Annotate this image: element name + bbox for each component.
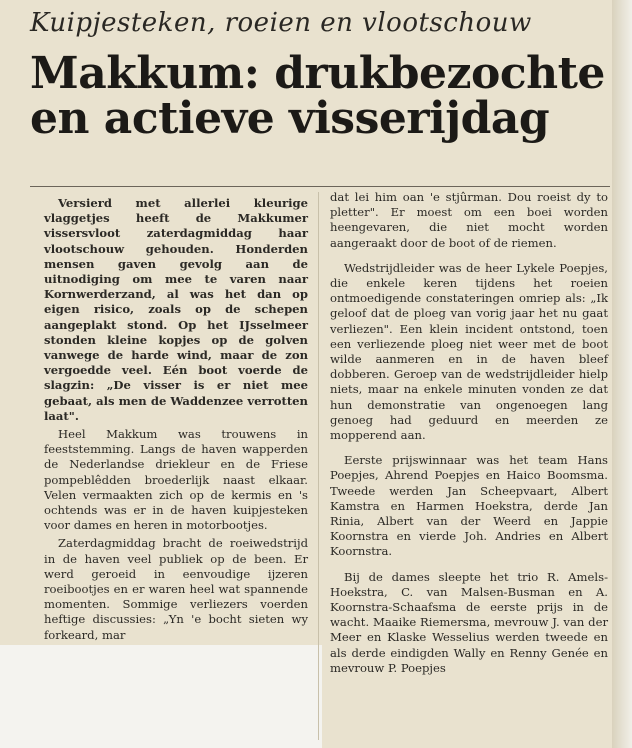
column-divider <box>318 192 319 740</box>
headline-line-2: en actieve visserijdag <box>30 92 550 144</box>
headline-line-1: Makkum: drukbezochte <box>30 48 605 99</box>
article-headline <box>30 48 610 144</box>
article-column-left <box>44 196 308 643</box>
article-lead: Versierd met allerlei kleurige vlaggetjes heeft de Makkumer vissersvloot zaterdagmiddag haar vlootschouw gehouden. Honderden mensen gaven gevolg aan de uitnodiging om mee te varen naar Kornwerderzand, al was het dan op eigen risico, zoals op de schepen aangeplakt stond. Op het IJsselmeer stonden kleine kopjes op de golven vanwege de harde wind, maar de zon vergoedde veel. Eén boot voerde de slagzin: „De visser is er niet mee gebaat, als men de Waddenzee verrotten laat". <box>44 196 308 423</box>
clipping-cutout <box>0 645 322 748</box>
paragraph-roeiwedstrijd: Zaterdagmiddag bracht de roeiwedstrijd in de haven veel publiek op de been. Er werd geroeid in eenvoudige ijzeren roeibootjes en er waren heel wat spannende momenten. Sommige verliezers voerden heftige discussies: „Yn 'e bocht sieten wy forkeard, mar <box>44 536 308 642</box>
scan-edge <box>612 0 632 748</box>
paragraph-dames: Bij de dames sleepte het trio R. Amels-Hoekstra, C. van Malsen-Busman en A. Koornstra-Schaafsma de eerste prijs in de wacht. Maaike Riemersma, mevrouw J. van der Meer en Klaske Wesselius werden tweede en als derde eindigden Wally en Renny Genée en mevrouw P. Poepjes <box>330 569 608 675</box>
paragraph-continued: dat lei him oan 'e stjûrman. Dou roeist dy to pletter". Er moest om een boei worden heengevaren, die niet mocht worden aangeraakt door de boot of de riemen. <box>330 190 608 250</box>
headline-rule <box>30 186 610 187</box>
paragraph-wedstrijdleider: Wedstrijdleider was de heer Lykele Poepjes, die enkele keren tijdens het roeien ontmoedigende constateringen omriep als: „Ik geloof dat de ploeg van vorig jaar het nu gaat verliezen". Een klein incident ontstond, toen een verliezende ploeg niet weer met de boot wilde aanmeren en in de haven bleef dobberen. Geroep van de wedstrijdleider hielp niets, maar na enkele minuten vonden ze dat hun demonstratie van ongenoegen lang genoeg had geduurd en meerden ze mopperend aan. <box>330 260 608 443</box>
article-kicker: Kuipjesteken, roeien en vlootschouw <box>30 8 532 38</box>
paragraph-feeststemming: Heel Makkum was trouwens in feeststemming. Langs de haven wapperden de Nederlandse driekleur en de Friese pompeblêdden broederlijk naast elkaar. Velen vermaakten zich op de kermis en 's ochtends was er in de haven kuipjesteken voor dames en heren in motorbootjes. <box>44 427 308 533</box>
article-column-right <box>330 190 608 676</box>
paragraph-prijswinnaar: Eerste prijswinnaar was het team Hans Poepjes, Ahrend Poepjes en Haico Boomsma. Tweede werden Jan Scheepvaart, Albert Kamstra en Harmen Hoekstra, derde Jan Rinia, Albert van der Weerd en Jappie Koornstra en vierde Joh. Andries en Albert Koornstra. <box>330 453 608 559</box>
